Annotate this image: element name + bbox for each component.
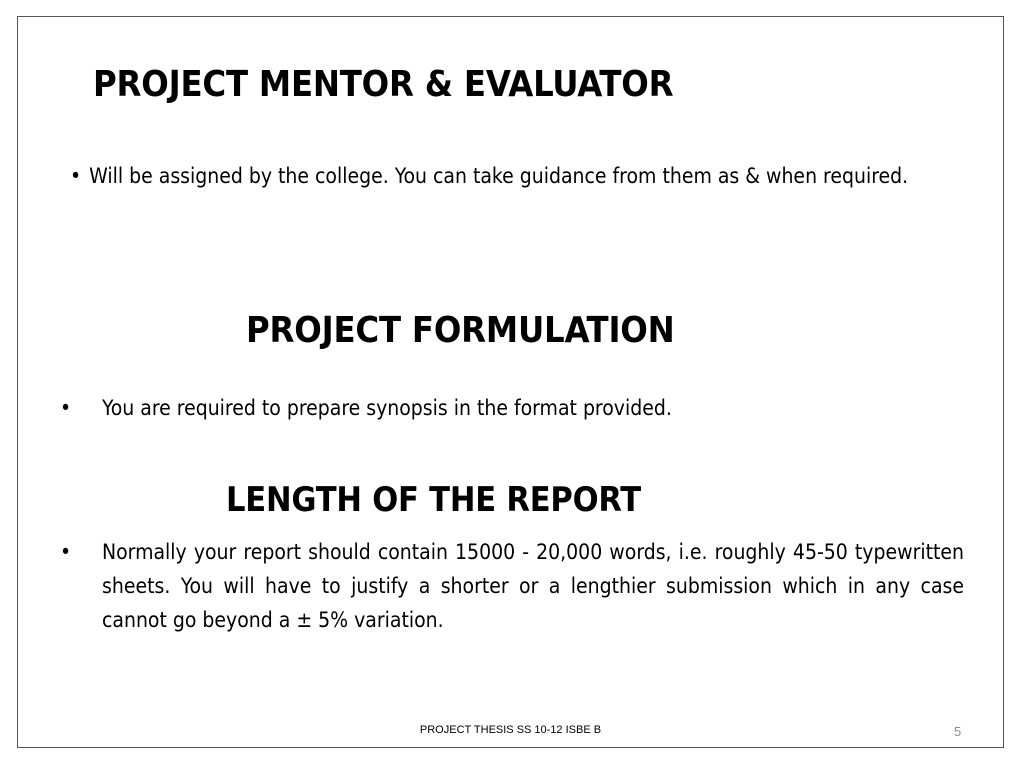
- heading-length-of-report: LENGTH OF THE REPORT: [226, 480, 641, 520]
- footer-label: PROJECT THESIS SS 10-12 ISBE B: [419, 724, 602, 736]
- slide: [17, 16, 1004, 748]
- heading-project-mentor-evaluator: PROJECT MENTOR & EVALUATOR: [93, 64, 674, 105]
- formulation-bullet-item: [60, 391, 965, 431]
- bullet-icon: •: [70, 164, 82, 188]
- bullet-icon: •: [60, 540, 72, 564]
- heading-project-formulation: PROJECT FORMULATION: [246, 310, 675, 351]
- formulation-text: You are required to prepare synopsis in the format provided.: [102, 396, 672, 420]
- page-number: 5: [954, 724, 962, 739]
- mentor-paragraph: [70, 159, 963, 193]
- mentor-text: Will be assigned by the college. You can take guidance from them as & when required.: [89, 164, 909, 188]
- length-text: Normally your report should contain 15000 - 20,000 words, i.e. roughly 45-50 typewritten sheets. You will have to justify a shorter or a lengthier submission which in any case cannot go beyond a ± 5% variation.: [102, 540, 964, 632]
- length-bullet-item: [60, 535, 965, 645]
- bullet-icon: •: [60, 396, 72, 420]
